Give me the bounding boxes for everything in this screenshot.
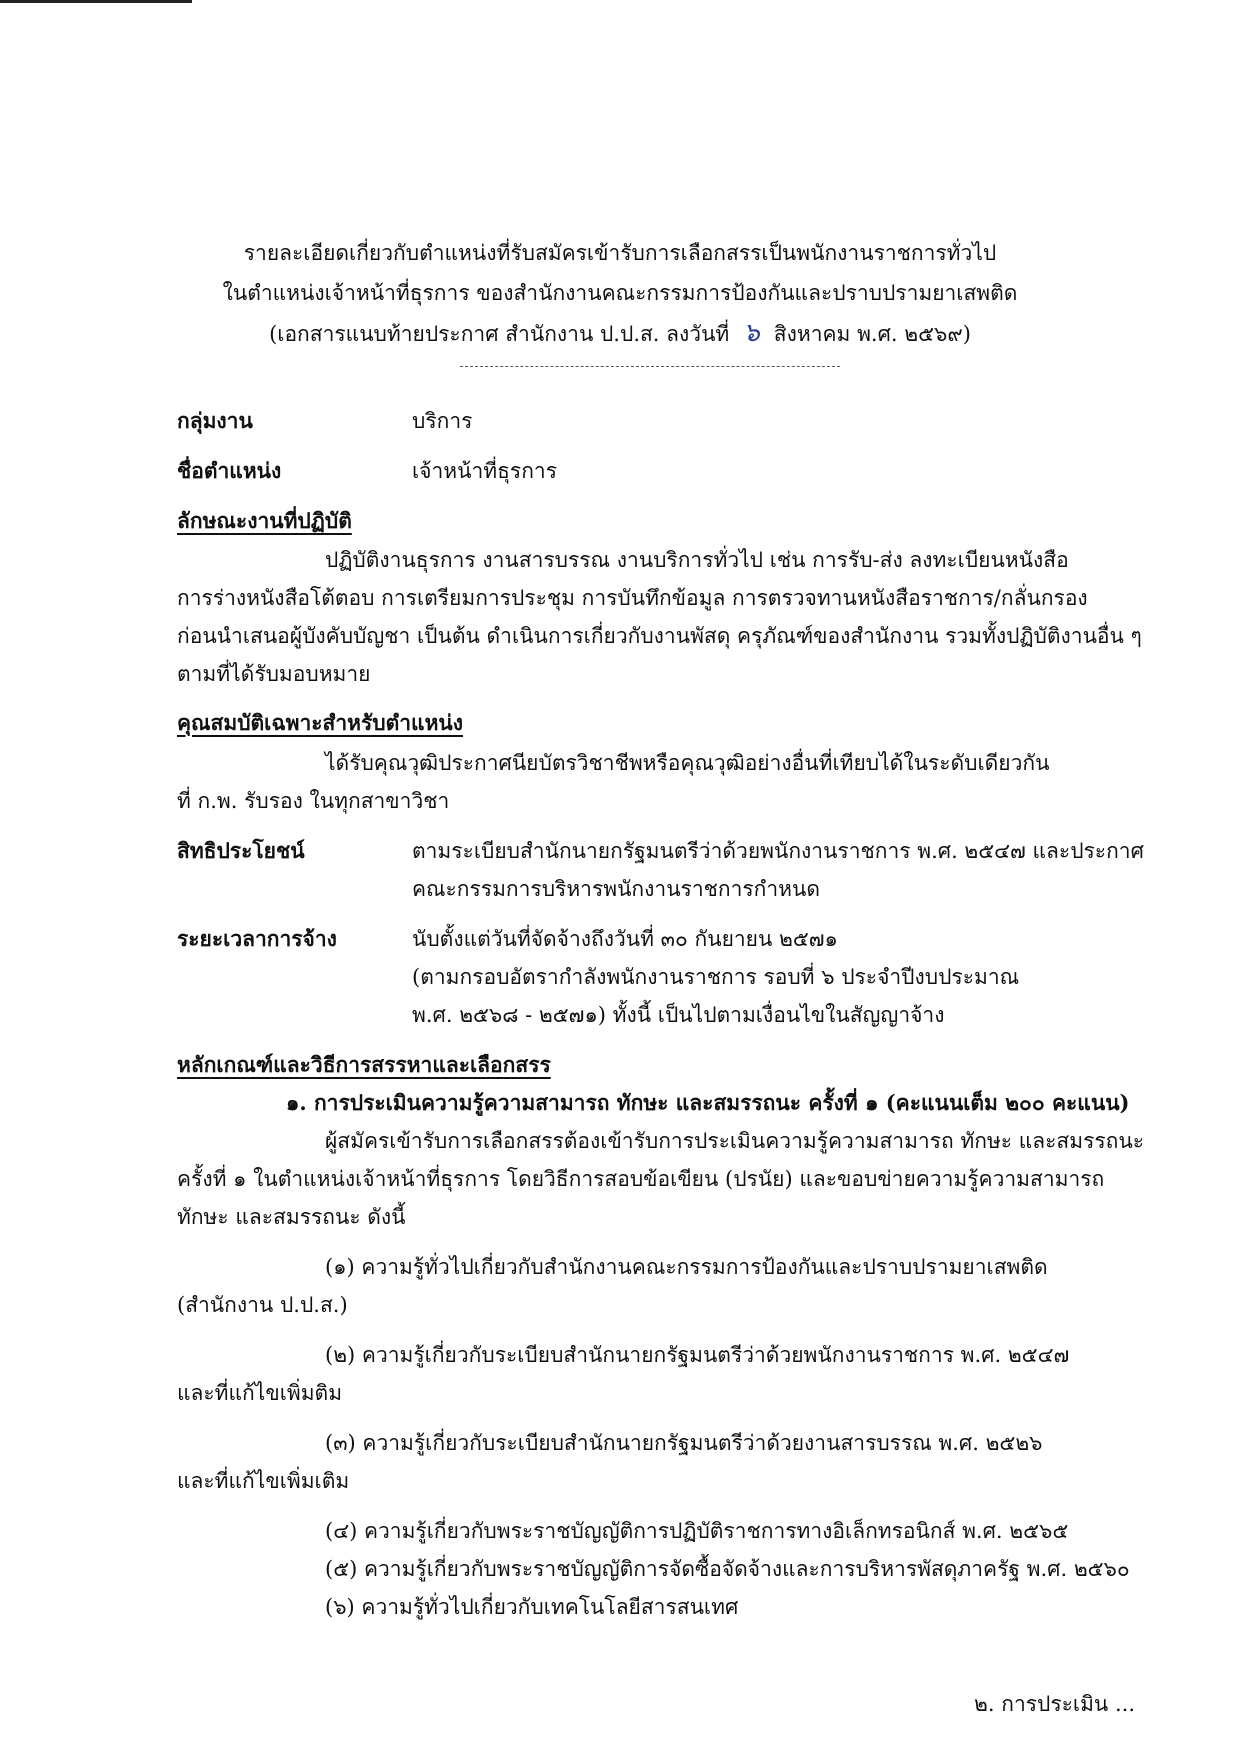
title-line-3-after: สิงหาคม พ.ศ. ๒๕๖๙) bbox=[773, 322, 971, 346]
benefits-label: สิทธิประโยชน์ bbox=[177, 838, 305, 863]
header-divider bbox=[460, 366, 840, 367]
criteria-item-5: (๕) ความรู้เกี่ยวกับพระราชบัญญัติการจัดซื้อจัดจ้างและการบริหารพัสดุภาครัฐ พ.ศ. ๒๕๖๐ bbox=[325, 1557, 1130, 1581]
employment-period-line: (ตามกรอบอัตรากำลังพนักงานราชการ รอบที่ ๖ ประจำปีงบประมาณ bbox=[412, 965, 1020, 989]
criteria-item-3-cont: และที่แก้ไขเพิ่มเติม bbox=[177, 1469, 350, 1493]
job-nature-line: ปฏิบัติงานธุรการ งานสารบรรณ งานบริการทั่วไป เช่น การรับ-ส่ง ลงทะเบียนหนังสือ bbox=[325, 548, 1069, 572]
group-label: กลุ่มงาน bbox=[177, 408, 253, 433]
benefits-line: ตามระเบียบสำนักนายกรัฐมนตรีว่าด้วยพนักงานราชการ พ.ศ. ๒๕๔๗ และประกาศ bbox=[412, 839, 1144, 863]
continuation-note: ๒. การประเมิน ... bbox=[974, 1692, 1135, 1716]
criteria-item-2: (๒) ความรู้เกี่ยวกับระเบียบสำนักนายกรัฐมนตรีว่าด้วยพนักงานราชการ พ.ศ. ๒๕๔๗ bbox=[325, 1343, 1070, 1367]
employment-period-line: นับตั้งแต่วันที่จัดจ้างถึงวันที่ ๓๐ กันยายน ๒๕๗๑ bbox=[412, 927, 838, 951]
position-value: เจ้าหน้าที่ธุรการ bbox=[412, 459, 557, 483]
title-line-2: ในตำแหน่งเจ้าหน้าที่ธุรการ ของสำนักงานคณะกรรมการป้องกันและปราบปรามยาเสพติด bbox=[222, 281, 1018, 305]
employment-period-line: พ.ศ. ๒๕๖๘ - ๒๕๗๑) ทั้งนี้ เป็นไปตามเงื่อนไขในสัญญาจ้าง bbox=[412, 1003, 945, 1027]
position-label: ชื่อตำแหน่ง bbox=[177, 458, 282, 483]
job-nature-line: ตามที่ได้รับมอบหมาย bbox=[177, 662, 371, 686]
criteria-sub-heading: ๑. การประเมินความรู้ความสามารถ ทักษะ และสมรรถนะ ครั้งที่ ๑ (คะแนนเต็ม ๒๐๐ คะแนน) bbox=[286, 1090, 1130, 1115]
qualification-line: ที่ ก.พ. รับรอง ในทุกสาขาวิชา bbox=[177, 789, 450, 813]
criteria-heading: หลักเกณฑ์และวิธีการสรรหาและเลือกสรร bbox=[177, 1052, 551, 1077]
criteria-item-3: (๓) ความรู้เกี่ยวกับระเบียบสำนักนายกรัฐมนตรีว่าด้วยงานสารบรรณ พ.ศ. ๒๕๒๖ bbox=[325, 1431, 1043, 1455]
job-nature-line: การร่างหนังสือโต้ตอบ การเตรียมการประชุม การบันทึกข้อมูล การตรวจทานหนังสือราชการ/กลั่นกรอง bbox=[177, 586, 1088, 610]
criteria-item-6: (๖) ความรู้ทั่วไปเกี่ยวกับเทคโนโลยีสารสนเทศ bbox=[325, 1595, 739, 1619]
criteria-intro-line: ครั้งที่ ๑ ในตำแหน่งเจ้าหน้าที่ธุรการ โดยวิธีการสอบข้อเขียน (ปรนัย) และขอบข่ายความรู้ความสามารถ bbox=[177, 1167, 1105, 1191]
job-nature-heading: ลักษณะงานที่ปฏิบัติ bbox=[177, 508, 352, 533]
group-value: บริการ bbox=[412, 409, 473, 433]
criteria-item-4: (๔) ความรู้เกี่ยวกับพระราชบัญญัติการปฏิบัติราชการทางอิเล็กทรอนิกส์ พ.ศ. ๒๕๖๕ bbox=[325, 1519, 1069, 1543]
handwritten-day: ๖ bbox=[743, 318, 760, 348]
employment-period-label: ระยะเวลาการจ้าง bbox=[177, 926, 337, 951]
benefits-line: คณะกรรมการบริหารพนักงานราชการกำหนด bbox=[412, 877, 821, 901]
criteria-item-1: (๑) ความรู้ทั่วไปเกี่ยวกับสำนักงานคณะกรรมการป้องกันและปราบปรามยาเสพติด bbox=[325, 1255, 1048, 1279]
criteria-intro-line: ทักษะ และสมรรถนะ ดังนี้ bbox=[177, 1205, 406, 1229]
corner-mark bbox=[0, 0, 192, 3]
criteria-intro-line: ผู้สมัครเข้ารับการเลือกสรรต้องเข้ารับการประเมินความรู้ความสามารถ ทักษะ และสมรรถนะ bbox=[325, 1129, 1144, 1153]
qualification-line: ได้รับคุณวุฒิประกาศนียบัตรวิชาชีพหรือคุณวุฒิอย่างอื่นที่เทียบได้ในระดับเดียวกัน bbox=[325, 751, 1050, 775]
qualification-heading: คุณสมบัติเฉพาะสำหรับตำแหน่ง bbox=[177, 710, 464, 735]
title-line-3 bbox=[0, 318, 1240, 349]
criteria-item-2-cont: และที่แก้ไขเพิ่มติม bbox=[177, 1381, 343, 1405]
title-line-3-before: (เอกสารแนบท้ายประกาศ สำนักงาน ป.ป.ส. ลงวันที่ bbox=[269, 322, 730, 346]
job-nature-line: ก่อนนำเสนอผู้บังคับบัญชา เป็นต้น ดำเนินการเกี่ยวกับงานพัสดุ ครุภัณฑ์ของสำนักงาน รวมทั้งปฏิบัติงานอื่น ๆ bbox=[177, 624, 1142, 648]
title-line-1: รายละเอียดเกี่ยวกับตำแหน่งที่รับสมัครเข้ารับการเลือกสรรเป็นพนักงานราชการทั่วไป bbox=[243, 241, 997, 265]
criteria-item-1-cont: (สำนักงาน ป.ป.ส.) bbox=[177, 1293, 348, 1317]
